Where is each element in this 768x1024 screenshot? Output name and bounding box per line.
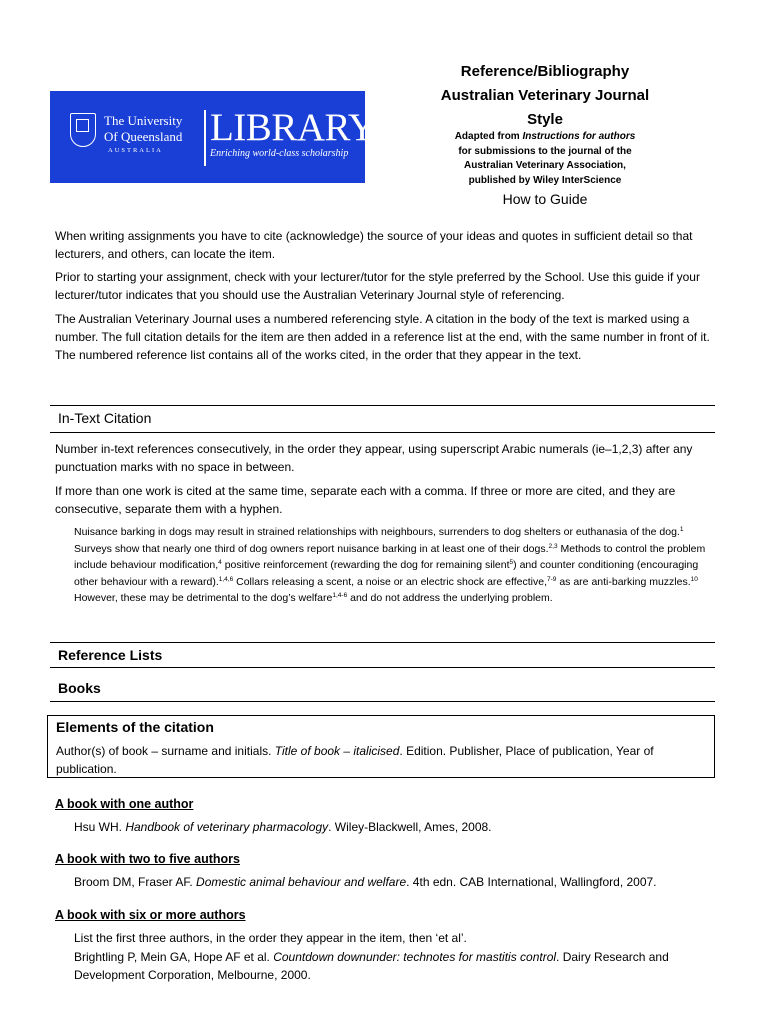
logo-divider	[204, 110, 206, 166]
one-author-example: Hsu WH. Handbook of veterinary pharmacology. Wiley-Blackwell, Ames, 2008.	[74, 820, 492, 834]
six-authors-example: Brightling P, Mein GA, Hope AF et al. Countdown downunder: technotes for mastitis control. Dairy Research and Development Corporation, Melbourne, 2000.	[74, 950, 669, 982]
doc-title-line2: Australian Veterinary Journal	[440, 87, 650, 104]
section-rule	[50, 667, 715, 668]
adapted-from-line3: Australian Veterinary Association,	[464, 160, 626, 171]
section-rule	[50, 405, 715, 406]
logo-country: AUSTRALIA	[108, 147, 163, 154]
in-text-paragraph-2: If more than one work is cited at the same time, separate each with a comma. If three or more are cited, and they are consecutive, separate them with a hyphen.	[55, 484, 676, 516]
logo-university-line2: Of Queensland	[104, 129, 183, 144]
university-crest-icon	[70, 113, 96, 147]
adapted-from-line4: published by Wiley InterScience	[468, 175, 622, 186]
library-logo	[50, 91, 376, 183]
reference-lists-heading: Reference Lists	[58, 647, 163, 663]
two-five-authors-example: Broom DM, Fraser AF. Domestic animal behaviour and welfare. 4th edn. CAB International, Wallingford, 2007.	[74, 875, 657, 889]
doc-title-line1: Reference/Bibliography	[460, 63, 630, 80]
in-text-paragraph-1: Number in-text references consecutively, in the order they appear, using superscript Arabic numerals (ie–1,2,3) after any punctuation marks with no space in between.	[55, 442, 693, 474]
doc-title-line3: Style	[527, 111, 563, 128]
intro-paragraph-3: The Australian Veterinary Journal uses a numbered referencing style. A citation in the body of the text is marked using a number. The full citation details for the item are then added in a reference list at the end, with the same number in front of it. The numbered reference list contains all of the works cited, in the order that they appear in the text.	[55, 312, 710, 362]
two-five-authors-heading: A book with two to five authors	[55, 852, 240, 866]
adapted-from-line2: for submissions to the journal of the	[458, 146, 632, 157]
in-text-citation-heading: In-Text Citation	[58, 410, 152, 426]
books-heading: Books	[58, 680, 101, 696]
section-rule	[50, 642, 715, 643]
intro-paragraph-1: When writing assignments you have to cite (acknowledge) the source of your ideas and quotes in sufficient detail so that lecturers, and others, can locate the item.	[55, 229, 693, 261]
six-authors-heading: A book with six or more authors	[55, 908, 246, 922]
elements-description: Author(s) of book – surname and initials. Title of book – italicised. Edition. Publisher, Place of publication, Year of publication.	[56, 744, 654, 776]
how-to-guide-label: How to Guide	[502, 191, 588, 207]
one-author-heading: A book with one author	[55, 797, 194, 811]
example-quote: Nuisance barking in dogs may result in strained relationships with neighbours, surrenders to dog shelters or euthanasia of the dog.$^1$ Surveys show that nearly one third of dog owners report nuisance barking in at least one of their dogs.$^{2,3}$ Methods to control the problem include behaviour modification,$^4$ positive reinforcement (rewarding the dog for remaining silent$^5$) and counter conditioning (encouraging other behaviour with a reward).$^{1,4,6}$ Collars releasing a scent, a noise or an electric shock are effective,$^{7-9}$ as are anti-barking muzzles.$^{10}$ However, these may be detrimental to the dog’s welfare$^{1,4-6}$ and do not address the underlying problem.	[74, 526, 706, 604]
intro-paragraph-2: Prior to starting your assignment, check with your lecturer/tutor for the style preferred by the School. Use this guide if your lecturer/tutor indicates that you should use the Australian Veterinary Journal style of referencing.	[55, 270, 700, 302]
logo-library-word: LIBRARY	[210, 106, 376, 149]
elements-heading: Elements of the citation	[56, 719, 214, 735]
section-rule	[50, 701, 715, 702]
section-rule	[50, 432, 715, 433]
adapted-from-line1: Adapted from Instructions for authors	[454, 131, 636, 142]
six-authors-note: List the first three authors, in the order they appear in the item, then ‘et al’.	[74, 931, 467, 945]
logo-tagline: Enriching world-class scholarship	[210, 148, 349, 159]
logo-university-line1: The University	[104, 113, 183, 128]
